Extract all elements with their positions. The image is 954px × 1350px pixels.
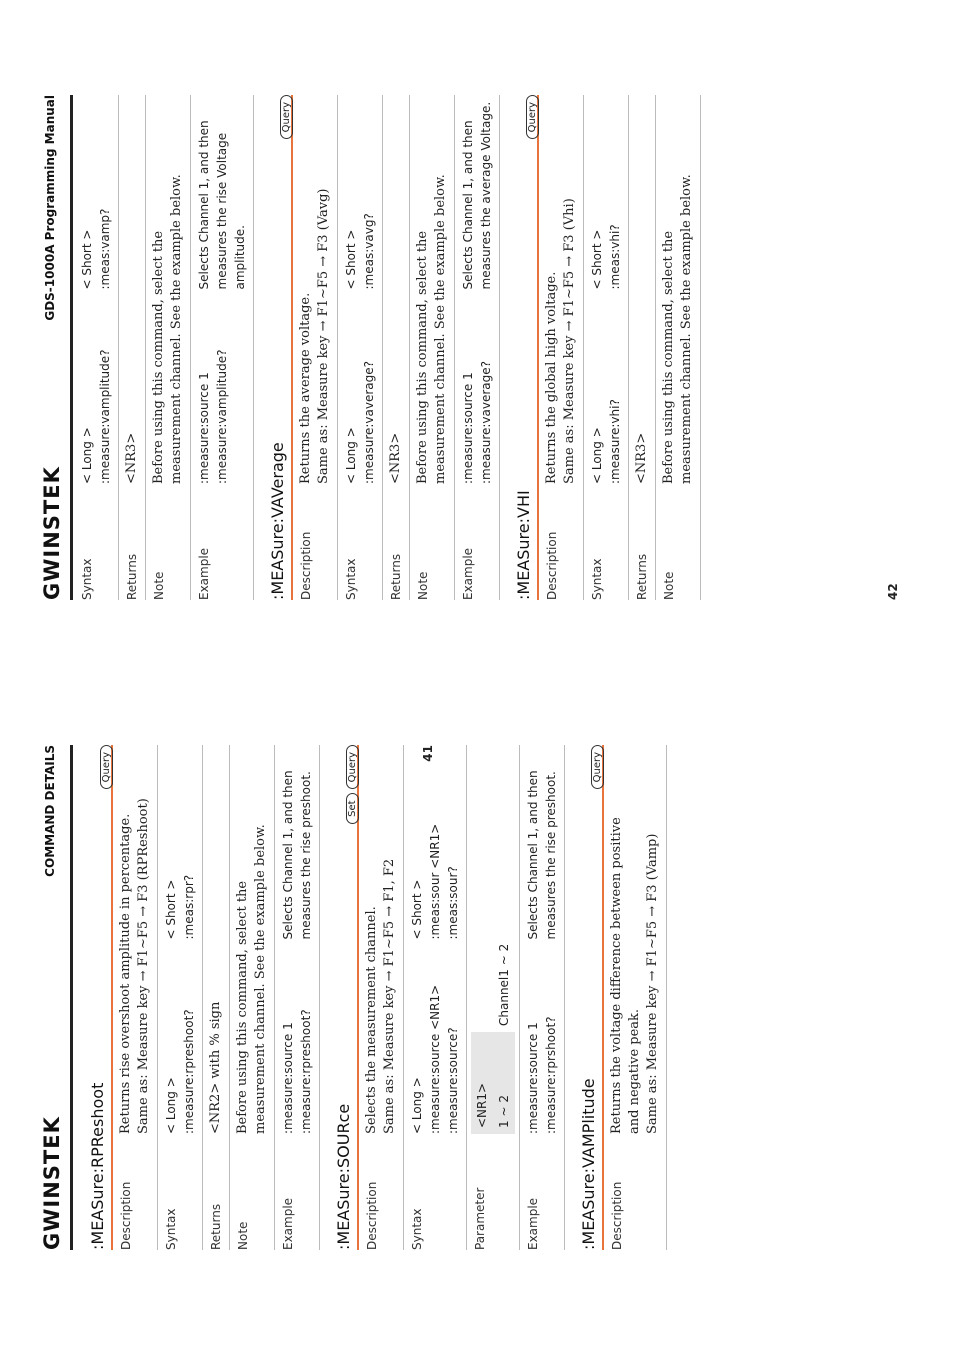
field-label: Description — [299, 531, 313, 600]
field-row — [191, 95, 254, 600]
set-badge: Set — [346, 793, 359, 823]
value-column — [459, 290, 495, 485]
value-line: :measure:source 1 — [281, 1022, 295, 1134]
value-column — [162, 940, 198, 1135]
query-badge: Query — [280, 95, 293, 139]
value-line: measurement channel. See the example below. — [679, 174, 694, 484]
value-columns — [342, 95, 378, 484]
value-column — [195, 290, 249, 485]
field-row — [203, 745, 230, 1250]
value-column — [78, 290, 114, 485]
value-line: Selects the measurement channel. — [364, 906, 379, 1134]
parameter-description — [471, 1020, 493, 1032]
field-row — [467, 745, 520, 1250]
value-line: Before using this command, select the — [415, 230, 430, 484]
field-label: Returns — [125, 553, 139, 600]
value-line: Returns rise overshoot amplitude in percentage. — [118, 813, 133, 1134]
value-line: < Short > — [344, 229, 358, 290]
command-badges — [585, 745, 604, 793]
query-badge: Query — [100, 745, 113, 789]
field-value — [195, 95, 249, 484]
field-label: Parameter — [473, 1187, 487, 1250]
value-line: and negative peak. — [627, 1008, 642, 1134]
field-row — [158, 745, 203, 1250]
page-number: 41 — [421, 745, 435, 762]
command-title: :MEASure:VHI — [514, 490, 533, 600]
field-value — [117, 745, 153, 1134]
value-line: :meas:sour <NR1> — [428, 823, 442, 940]
field-value — [608, 745, 662, 1134]
value-columns — [162, 745, 198, 1134]
field-value — [162, 745, 198, 1134]
value-line: Before using this command, select the — [151, 230, 166, 484]
command-badges — [274, 95, 293, 143]
value-line: < Short > — [410, 879, 424, 940]
value-line: :meas:vhi? — [608, 224, 622, 290]
value-line: Same as: Measure key → F1~F5 → F3 (Vamp) — [645, 833, 660, 1134]
value-columns — [588, 95, 624, 484]
value-column — [408, 940, 462, 1135]
field-label: Syntax — [590, 558, 604, 600]
value-line: Same as: Measure key → F1~F5 → F3 (Vavg) — [316, 188, 331, 484]
value-line: < Short > — [80, 229, 94, 290]
value-line: Same as: Measure key → F1~F5 → F1, F2 — [382, 858, 397, 1134]
value-line: < Short > — [590, 229, 604, 290]
left-manual-page — [40, 745, 660, 1250]
value-line: < Long > — [590, 427, 604, 484]
value-line: measurement channel. See the example below. — [169, 174, 184, 484]
parameter-name: 1 ~ 2 — [493, 1032, 515, 1134]
value-line: Before using this command, select the — [235, 880, 250, 1134]
field-row — [146, 95, 191, 600]
manual-title: GDS-1000A Programming Manual — [43, 95, 57, 321]
field-value — [78, 95, 114, 484]
value-line: <NR3> — [634, 432, 649, 484]
value-line: < Long > — [164, 1077, 178, 1134]
value-line: < Long > — [344, 427, 358, 484]
field-row — [338, 95, 383, 600]
field-value — [297, 95, 333, 484]
field-label: Note — [662, 571, 676, 600]
value-column — [588, 290, 624, 485]
value-line: :meas:rpr? — [182, 874, 196, 940]
field-row — [293, 95, 338, 600]
field-label: Note — [152, 571, 166, 600]
value-columns — [78, 95, 114, 484]
field-value — [387, 95, 405, 484]
value-column — [162, 745, 198, 940]
value-line: Same as: Measure key → F1~F5 → F3 (Vhi) — [562, 198, 577, 484]
query-badge: Query — [526, 95, 539, 139]
value-columns — [408, 745, 462, 1134]
command-block — [565, 745, 667, 1250]
page-body — [74, 745, 667, 1250]
value-line: :measure:vaverage? — [362, 360, 376, 484]
value-column — [588, 95, 624, 290]
value-column — [408, 745, 462, 940]
value-column — [459, 95, 495, 290]
field-value — [342, 95, 378, 484]
field-label: Returns — [389, 553, 403, 600]
value-line: <NR3> — [124, 432, 139, 484]
section-title: COMMAND DETAILS — [43, 745, 57, 877]
page-header — [40, 95, 73, 600]
value-line: :measure:rpreshoot? — [299, 1009, 313, 1134]
field-row — [539, 95, 584, 600]
value-line: :measure:rprshoot? — [544, 1016, 558, 1134]
field-label: Syntax — [80, 558, 94, 600]
page-number: 42 — [886, 583, 900, 600]
field-label: Syntax — [164, 1208, 178, 1250]
value-line: <NR3> — [388, 432, 403, 484]
field-value — [150, 95, 186, 484]
value-line: :measure:source 1 — [197, 372, 211, 484]
field-label: Syntax — [410, 1208, 424, 1250]
value-line: measurement channel. See the example below. — [253, 824, 268, 1134]
field-label: Returns — [635, 553, 649, 600]
field-value — [234, 745, 270, 1134]
field-row — [410, 95, 455, 600]
command-badges — [94, 745, 113, 793]
field-row — [230, 745, 275, 1250]
value-line: Selects Channel 1, and then measures the rise Voltage amplitude. — [197, 120, 247, 290]
value-column — [279, 940, 315, 1135]
field-value — [588, 95, 624, 484]
value-line: < Long > — [410, 1077, 424, 1134]
value-line: :meas:vamp? — [98, 208, 112, 290]
field-row — [383, 95, 410, 600]
parameter-row — [471, 745, 493, 1134]
command-block — [74, 95, 254, 600]
right-manual-page — [40, 95, 900, 600]
field-label: Description — [545, 531, 559, 600]
field-row — [275, 745, 320, 1250]
command-badges — [340, 745, 359, 828]
value-line: :measure:source 1 — [461, 372, 475, 484]
parameter-description: Channel1 ~ 2 — [497, 943, 511, 1026]
field-value — [414, 95, 450, 484]
value-line: measurement channel. See the example below. — [433, 174, 448, 484]
parameter-row — [493, 745, 515, 1134]
field-row — [656, 95, 701, 600]
value-line: :measure:vhi? — [608, 399, 622, 484]
value-line: :measure:source <NR1> — [428, 984, 442, 1134]
value-column — [342, 95, 378, 290]
field-value — [459, 95, 495, 484]
field-row — [113, 745, 158, 1250]
field-value — [279, 745, 315, 1134]
field-label: Example — [461, 547, 475, 600]
field-value — [660, 95, 696, 484]
value-line: Same as: Measure key → F1~F5 → F3 (RPReshoot) — [136, 798, 151, 1134]
value-column — [342, 290, 378, 485]
value-line: :measure:vamplitude? — [215, 349, 229, 484]
field-label: Note — [416, 571, 430, 600]
field-label: Note — [236, 1221, 250, 1250]
command-title: :MEASure:SOURce — [334, 1103, 353, 1250]
value-columns — [459, 95, 495, 484]
query-badge: Query — [346, 745, 359, 789]
value-column — [78, 95, 114, 290]
field-row — [404, 745, 467, 1250]
value-line: :measure:vaverage? — [479, 360, 493, 484]
command-block — [500, 95, 701, 600]
field-row — [455, 95, 500, 600]
value-line: :meas:vavg? — [362, 213, 376, 290]
field-label: Description — [610, 1181, 624, 1250]
command-badges — [520, 95, 539, 143]
value-line: :meas:sour? — [446, 866, 460, 940]
value-line: :measure:source? — [446, 1027, 460, 1134]
value-column — [524, 940, 560, 1135]
value-line: :measure:vamplitude? — [98, 349, 112, 484]
field-value — [408, 745, 462, 1134]
field-row — [604, 745, 667, 1250]
field-label: Syntax — [344, 558, 358, 600]
value-line: Before using this command, select the — [661, 230, 676, 484]
command-block — [320, 745, 565, 1250]
field-value — [633, 95, 651, 484]
field-row — [119, 95, 146, 600]
value-line: <NR2> with % sign — [208, 1001, 223, 1134]
field-row — [584, 95, 629, 600]
page-body — [74, 95, 701, 600]
value-line: Returns the average voltage. — [298, 292, 313, 484]
parameter-name: <NR1> — [471, 1032, 493, 1134]
value-line: :measure:rpreshoot? — [182, 1009, 196, 1134]
query-badge: Query — [591, 745, 604, 789]
field-label: Returns — [209, 1203, 223, 1250]
value-line: Returns the voltage difference between positive — [609, 817, 624, 1134]
field-label: Example — [281, 1197, 295, 1250]
value-line: < Long > — [80, 427, 94, 484]
command-block — [74, 745, 320, 1250]
field-label: Example — [526, 1197, 540, 1250]
value-column — [524, 745, 560, 940]
value-line: Selects Channel 1, and then measures the rise preshoot. — [526, 770, 558, 940]
value-line: Selects Channel 1, and then measures the rise preshoot. — [281, 770, 313, 940]
value-line: Selects Channel 1, and then measures the average Voltage. — [461, 101, 493, 290]
value-column — [279, 745, 315, 940]
field-label: Description — [365, 1181, 379, 1250]
field-value — [543, 95, 579, 484]
command-title: :MEASure:VAVerage — [268, 442, 287, 600]
field-row — [74, 95, 119, 600]
value-column — [195, 95, 249, 290]
command-title: :MEASure:VAMPlitude — [579, 1078, 598, 1250]
field-value — [207, 745, 225, 1134]
field-label: Description — [119, 1181, 133, 1250]
field-row — [520, 745, 565, 1250]
field-value — [363, 745, 399, 1134]
value-line: :measure:source 1 — [526, 1022, 540, 1134]
brand-logo: GWINSTEK — [40, 1116, 64, 1250]
command-block — [254, 95, 500, 600]
field-label: Example — [197, 547, 211, 600]
value-columns — [524, 745, 560, 1134]
command-title: :MEASure:RPReshoot — [88, 1082, 107, 1250]
value-line: < Short > — [164, 879, 178, 940]
field-row — [359, 745, 404, 1250]
value-line: Returns the global high voltage. — [544, 271, 559, 484]
brand-logo: GWINSTEK — [40, 466, 64, 600]
page-header — [40, 745, 73, 1250]
field-value — [524, 745, 560, 1134]
value-columns — [195, 95, 249, 484]
field-value — [471, 745, 515, 1134]
field-row — [629, 95, 656, 600]
value-columns — [279, 745, 315, 1134]
field-value — [123, 95, 141, 484]
